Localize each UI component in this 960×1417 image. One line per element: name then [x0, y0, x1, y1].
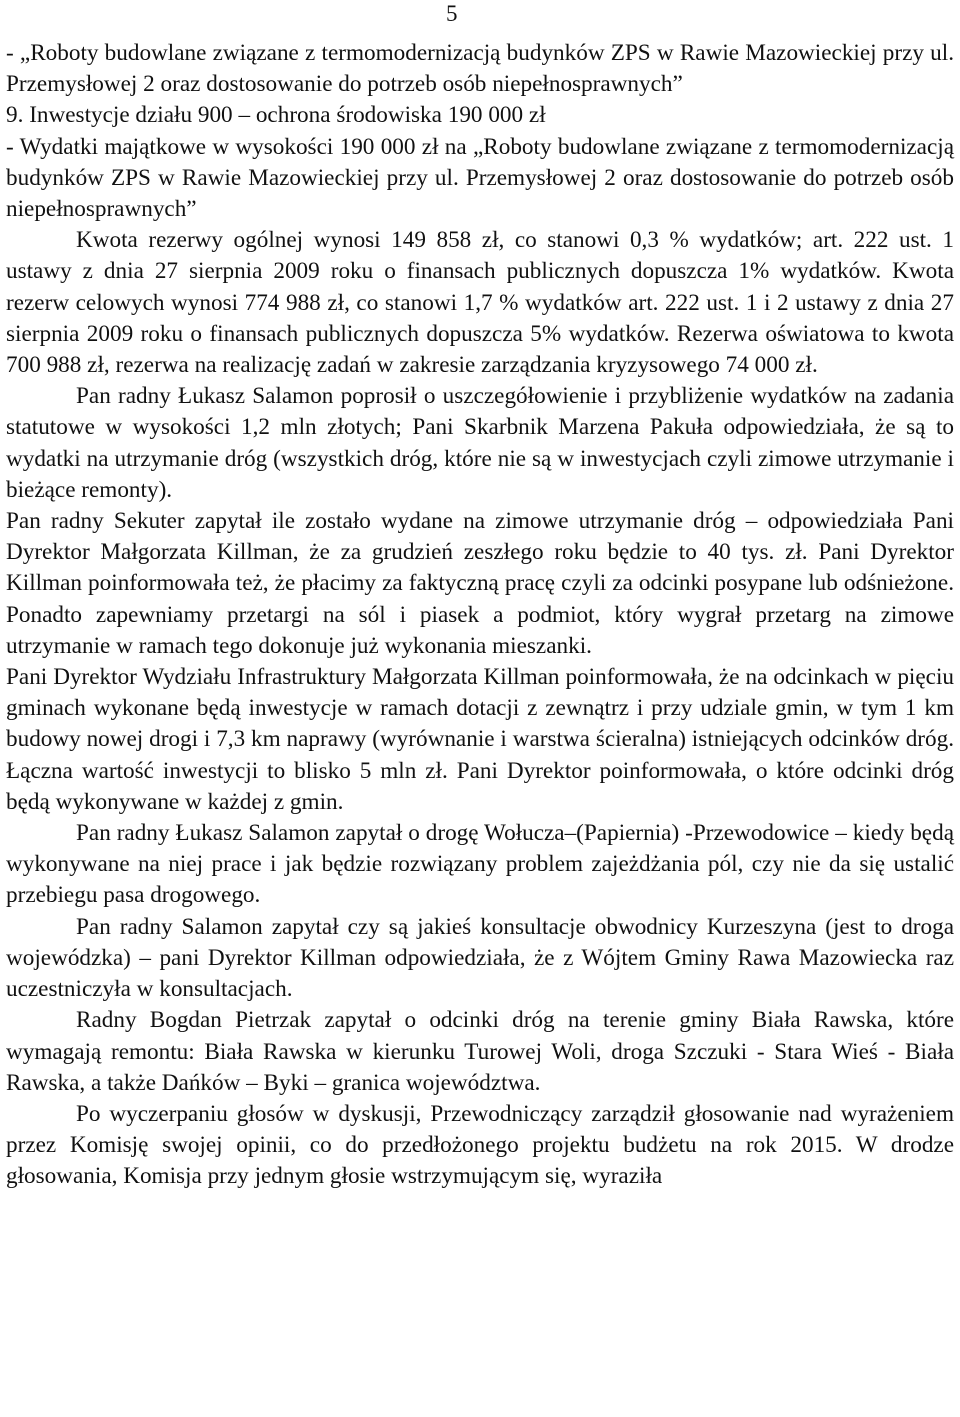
paragraph-dzial-900: 9. Inwestycje działu 900 – ochrona środowiska 190 000 zł — [6, 102, 546, 129]
paragraph-salamon-wolucza: Pan radny Łukasz Salamon zapytał o drogę Wołucza–(Papiernia) -Przewodowice – kiedy będą wykonywane na niej prace i jak będzie rozwiązany problem zajeżdżania pól, czy nie da się ustalić przebiegu pasa drogowego. — [6, 820, 954, 909]
paragraph-salamon-zadania: Pan radny Łukasz Salamon poprosił o uszczegółowienie i przybliżenie wydatków na zadania statutowe w wysokości 1,2 mln złotych; Pani Skarbnik Marzena Pakuła odpowiedziała, że są to wydatki na utrzymanie dróg (wszystkich dróg, które nie są w inwestycjach czyli zimowe utrzymanie i bieżące remonty). — [6, 383, 954, 503]
paragraph-wydatki-majatkowe: - Wydatki majątkowe w wysokości 190 000 zł na „Roboty budowlane związane z termomodernizacją budynków ZPS w Rawie Mazowieckiej przy ul. Przemysłowej 2 oraz dostosowanie do potrzeb osób niepełnosprawnych” — [6, 133, 954, 223]
paragraph-pietrzak: Radny Bogdan Pietrzak zapytał o odcinki dróg na terenie gminy Biała Rawska, które wymagają remontu: Biała Rawska w kierunku Turowej Woli, droga Szczuki - Stara Wieś - Biała Rawska, a także Dańków – Byki – granica województwa. — [6, 1007, 954, 1096]
paragraph-salamon-kurzeszyn: Pan radny Salamon zapytał czy są jakieś konsultacje obwodnicy Kurzeszyna (jest to droga wojewódzka) – pani Dyrektor Killman odpowiedziała, że z Wójtem Gminy Rawa Mazowiecka raz uczestniczyła w konsultacjach. — [6, 913, 954, 1003]
paragraph-glosowanie: Po wyczerpaniu głosów w dyskusji, Przewodniczący zarządził głosowanie nad wyrażeniem przez Komisję swojej opinii, co do przedłożonego projektu budżetu na rok 2015. W drodze głosowania, Komisja przy jednym głosie wstrzymującym się, wyraziła — [6, 1100, 954, 1190]
paragraph-killman-inwestycje: Pani Dyrektor Wydziału Infrastruktury Małgorzata Killman poinformowała, że na odcinkach w pięciu gminach wykonane będą inwestycje w ramach dotacji z zewnątrz i przy udziale gmin, w tym 1 km budowy nowej drogi i 7,3 km naprawy (wyrównanie i warstwa ścieralna) istniejących odcinków dróg. Łączna wartość inwestycji to blisko 5 mln zł. Pani Dyrektor poinformowała, o które odcinki dróg będą wykonywane w każdej z gmin. — [6, 664, 954, 815]
paragraph-sekuter: Pan radny Sekuter zapytał ile zostało wydane na zimowe utrzymanie dróg – odpowiedziała Pani Dyrektor Małgorzata Killman, że za grudzień zeszłego roku będzie to 40 tys. zł. Pani Dyrektor Killman poinformowała też, że płacimy za faktyczną pracę czyli za odcinki posypane lub odśnieżone. Ponadto zapewniamy przetargi na sól i piasek a podmiot, który wygrał przetarg na zimowe utrzymanie w ramach tego dokonuje już wykonania mieszanki. — [6, 508, 954, 659]
page-number: 5 — [446, 1, 458, 26]
paragraph-rezerwy: Kwota rezerwy ogólnej wynosi 149 858 zł, co stanowi 0,3 % wydatków; art. 222 ust. 1 ustawy z dnia 27 sierpnia 2009 roku o finansach publicznych dopuszcza 1% wydatków. Kwota rezerw celowych wynosi 774 988 zł, co stanowi 1,7 % wydatków art. 222 ust. 1 i 2 ustawy z dnia 27 sierpnia 2009 roku o finansach publicznych dopuszcza 5% wydatków. Rezerwa oświatowa to kwota 700 988 zł, rezerwa na realizację zadań w zakresie zarządzania kryzysowego 74 000 zł. — [6, 227, 954, 379]
paragraph-roboty-zps: - „Roboty budowlane związane z termomodernizacją budynków ZPS w Rawie Mazowieckiej przy ul. Przemysłowej 2 oraz dostosowanie do potrzeb osób niepełnosprawnych” — [6, 40, 954, 98]
